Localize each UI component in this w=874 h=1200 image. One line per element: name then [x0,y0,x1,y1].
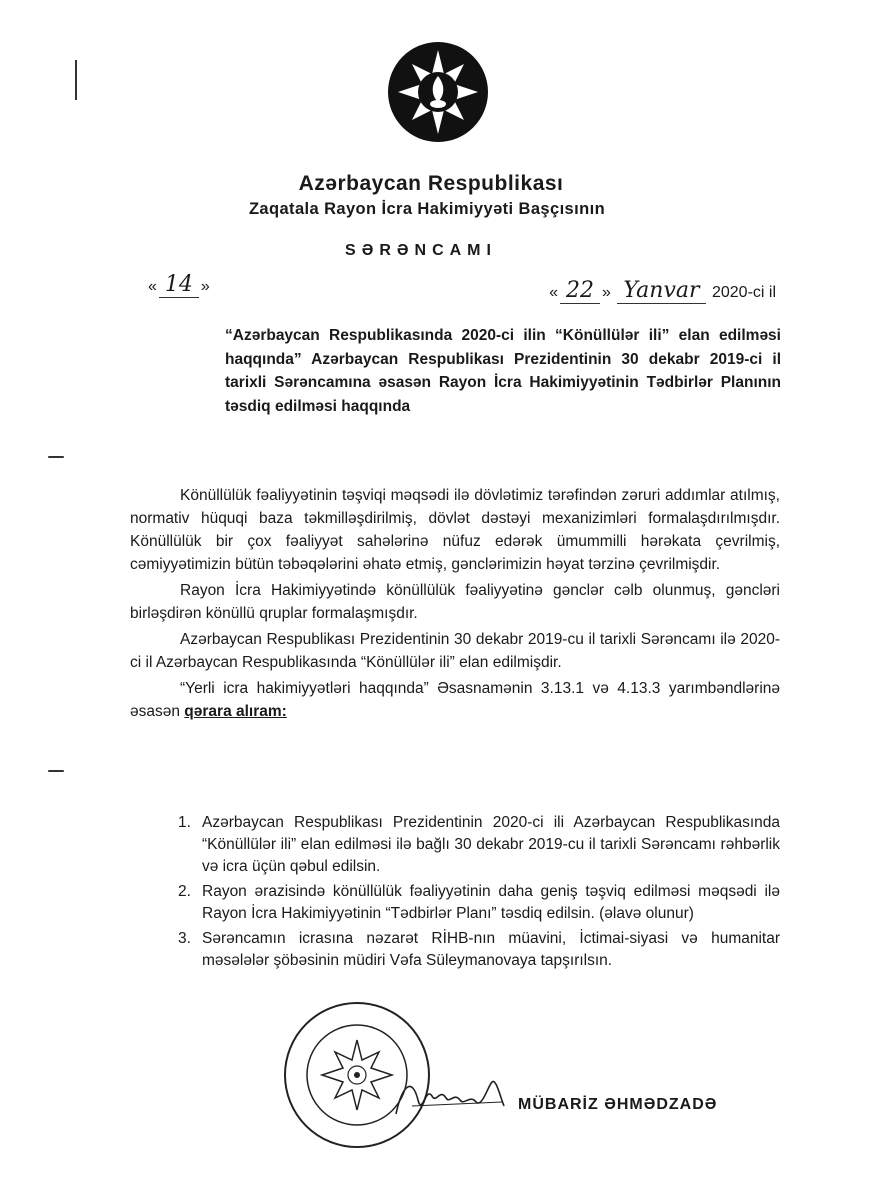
signatory-name: MÜBARİZ ƏHMƏDZADƏ [518,1096,718,1113]
list-item: 3. Sərəncamın icrasına nəzarət RİHB-nın müavini, İctimai-siyasi və humanitar məsələlər şöbəsinin müdiri Vəfa Süleymanovaya tapşırılsın. [178,930,780,969]
margin-mark [75,60,77,100]
paragraph: Rayon İcra Hakimiyyətində könüllülük fəaliyyətinə gənclər cəlb olunmuş, gəncləri birləşdirən könüllü qruplar formalaşmışdır. [130,582,780,622]
paragraph: Könüllülük fəaliyyətinin təşviqi məqsədi ilə dövlətimiz tərəfindən zəruri addımlar atılmış, normativ hüquqi baza təkmilləşdirilmiş, dövlət dəstəyi mexanizimləri formalaşdırılmışdır. Könüllülük bir çox fəaliyyət sahələrinə nüfuz edərək ümummilli hərəkata çevrilmiş, cəmiyyətimizin bütün təbəqələrini əhatə etmiş, gənclərimizin həyat tərzinə çevrilmişdir. [130,487,780,573]
paragraph: “Yerli icra hakimiyyətləri haqqında” Əsasnamənin 3.13.1 və 4.13.3 yarımbəndlərinə əsasən qərara alıram: [130,680,780,720]
handwritten-day: 22 [560,278,600,304]
margin-mark [48,456,64,458]
list-item: 2. Rayon ərazisində könüllülük fəaliyyətinin daha geniş təşviq edilməsi məqsədi ilə Rayon İcra Hakimiyyətinin “Tədbirlər Planı” təsdiq edilsin. (əlavə olunur) [178,883,780,922]
paragraph: Azərbaycan Respublikası Prezidentinin 30 dekabr 2019-cu il tarixli Sərəncamı ilə 2020-ci il Azərbaycan Respublikasında “Könüllülər ili” elan edilmişdir. [130,631,780,671]
order-date: « 22 » Yanvar 2020-ci il [549,278,776,303]
document-body [130,484,780,726]
decision-list [178,812,780,975]
margin-mark [48,770,64,772]
decision-phrase: qərara alıram: [184,703,287,720]
handwritten-number: 14 [159,272,199,298]
document-type: SƏRƏNCAMI [345,242,497,259]
handwritten-month: Yanvar [617,278,705,304]
list-item: 1. Azərbaycan Respublikası Prezidentinin 2020-ci ili Azərbaycan Respublikasında “Könüllülər ili” elan edilməsi ilə bağlı 30 dekabr 2019-cu il tarixli Sərəncamı rəhbərlik və icra üçün qəbul edilsin. [178,814,780,875]
signature-scribble [392,1066,512,1126]
state-emblem [386,40,490,144]
order-number: « 14 » [148,272,210,297]
document-subject: “Azərbaycan Respublikasında 2020-ci ilin “Könüllülər ili” elan edilməsi haqqında” Azərbaycan Respublikası Prezidentinin 30 dekabr 2019-ci il tarixli Sərəncamına əsasən Rayon İcra Hakimiyyətinin Tədbirlər Planının təsdiq edilməsi haqqında [225,327,781,415]
date-year: 2020-ci il [711,284,776,301]
header-country: Azərbaycan Respublikası [298,172,564,195]
header-authority: Zaqatala Rayon İcra Hakimiyyəti Başçısının [248,200,606,218]
